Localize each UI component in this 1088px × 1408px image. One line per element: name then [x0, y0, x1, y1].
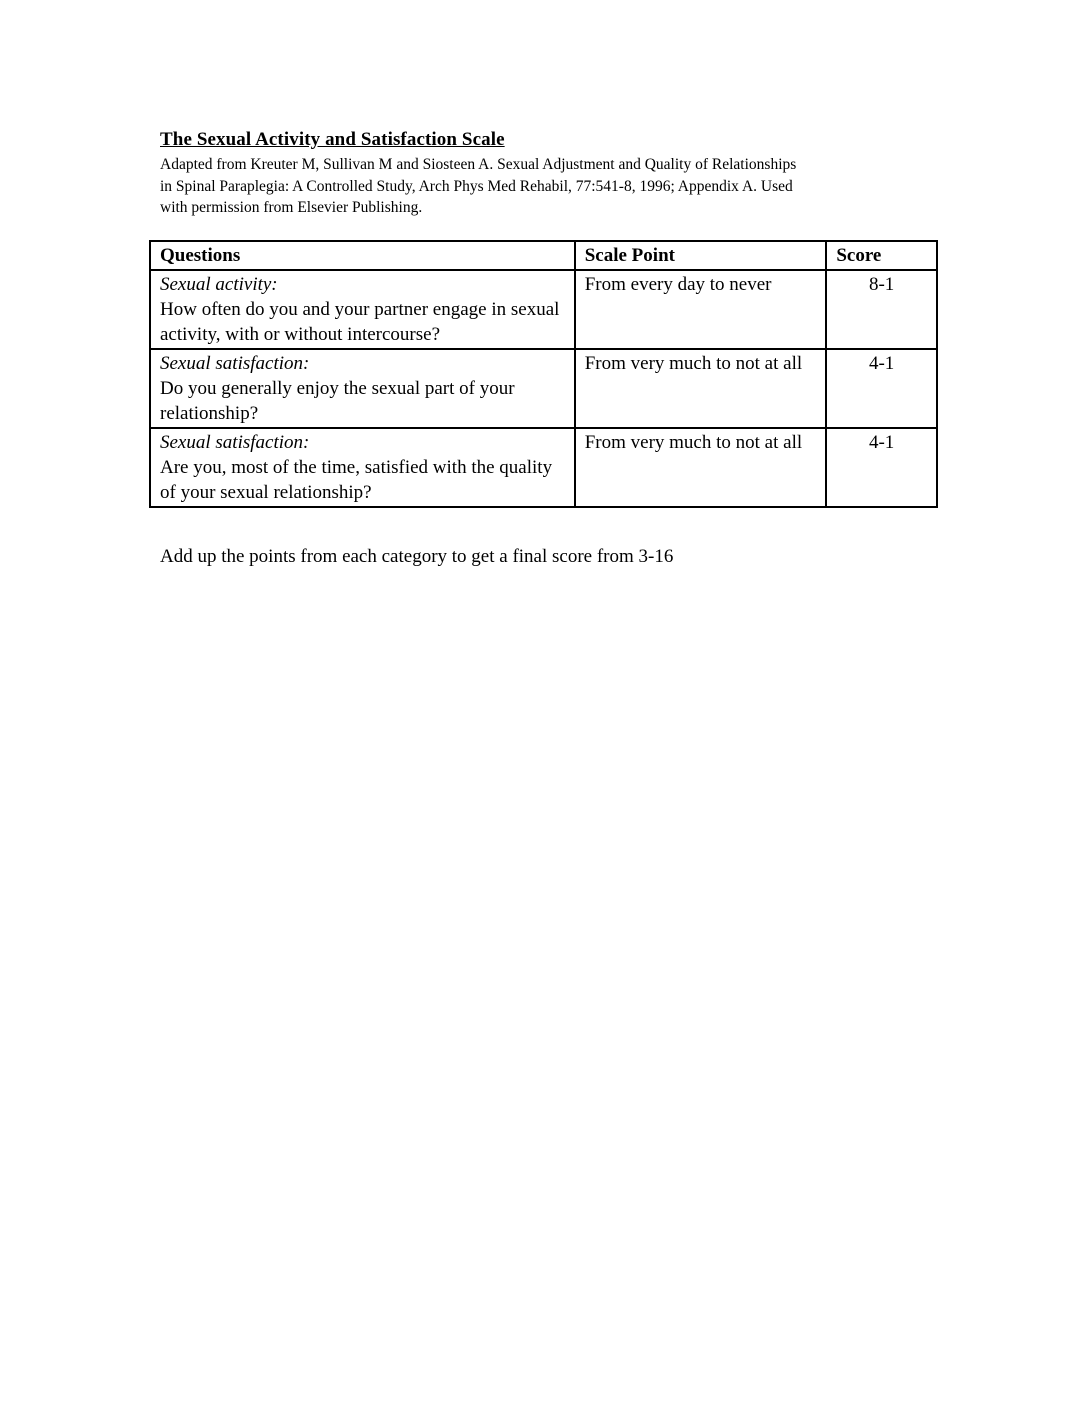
- citation-line: with permission from Elsevier Publishing.: [160, 199, 423, 216]
- score-cell: 4-1: [826, 428, 937, 507]
- scoring-instruction: Add up the points from each category to get a final score from 3-16: [160, 546, 674, 567]
- citation-line: Adapted from Kreuter M, Sullivan M and Siosteen A. Sexual Adjustment and Quality of Relationships: [160, 156, 797, 173]
- citation-line: in Spinal Paraplegia: A Controlled Study, Arch Phys Med Rehabil, 77:541-8, 1996; Appendix A. Used: [160, 177, 793, 195]
- question-text: How often do you and your partner engage in sexual activity, with or without intercourse?: [160, 299, 560, 345]
- question-text: Do you generally enjoy the sexual part of your relationship?: [160, 378, 515, 424]
- scale-table: [149, 240, 938, 508]
- document-title: The Sexual Activity and Satisfaction Scale: [160, 129, 505, 150]
- question-text: Are you, most of the time, satisfied with the quality of your sexual relationship?: [160, 457, 553, 503]
- question-category: Sexual satisfaction:: [160, 432, 310, 453]
- header-scale-point: Scale Point: [575, 241, 827, 270]
- question-cell: [150, 349, 575, 428]
- question-category: Sexual activity:: [160, 274, 278, 295]
- header-score: Score: [826, 241, 937, 270]
- table-row: [150, 428, 937, 507]
- citation-text: [160, 154, 930, 219]
- score-cell: 4-1: [826, 349, 937, 428]
- header-questions: Questions: [150, 241, 575, 270]
- scale-point-cell: From very much to not at all: [575, 428, 827, 507]
- question-cell: [150, 270, 575, 349]
- score-cell: 8-1: [826, 270, 937, 349]
- table-row: [150, 270, 937, 349]
- table-header-row: [150, 241, 937, 270]
- question-cell: [150, 428, 575, 507]
- scale-point-cell: From every day to never: [575, 270, 827, 349]
- table-row: [150, 349, 937, 428]
- scale-point-cell: From very much to not at all: [575, 349, 827, 428]
- question-category: Sexual satisfaction:: [160, 353, 310, 374]
